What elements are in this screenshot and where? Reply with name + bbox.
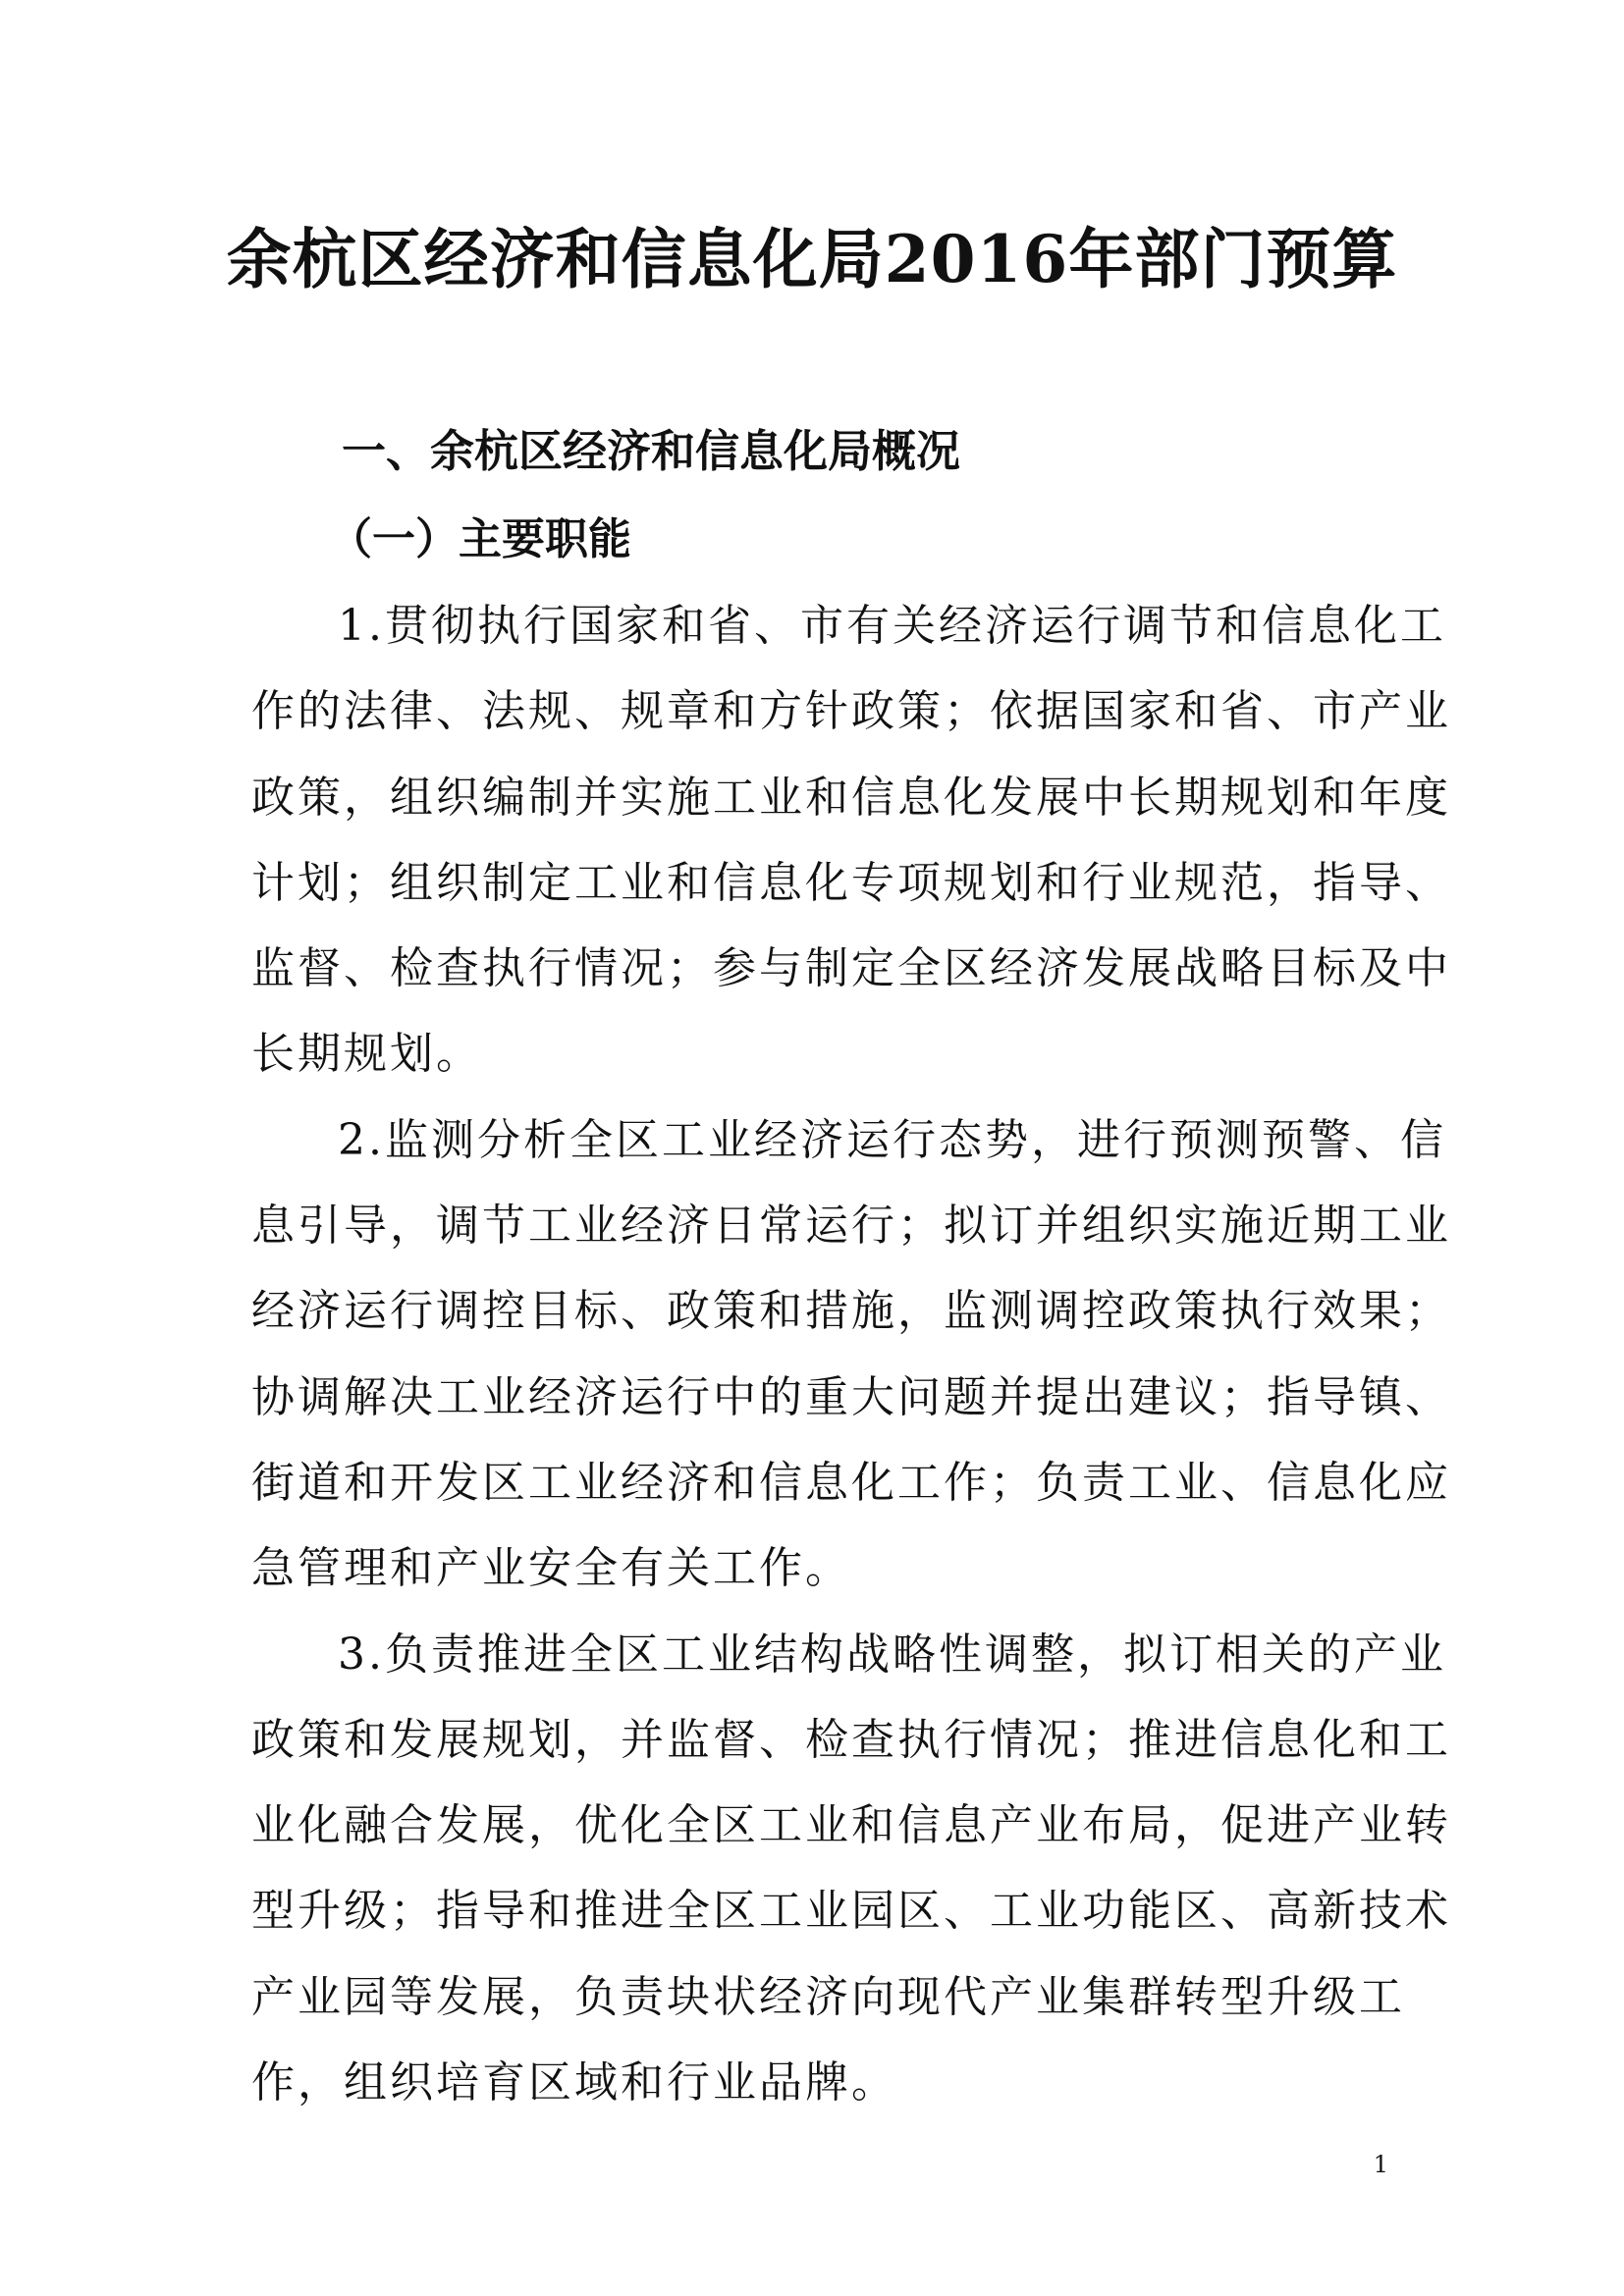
paragraph-line: 3.负责推进全区工业结构战略性调整，拟订相关的产业 [338, 1629, 1446, 1680]
paragraph-line: 街道和开发区工业经济和信息化工作；负责工业、信息化应 [251, 1457, 1451, 1508]
paragraph-line: 长期规划。 [251, 1029, 482, 1080]
section-heading: 一、余杭区经济和信息化局概况 [342, 425, 961, 477]
paragraph-2 [251, 1097, 1451, 1612]
paragraph-line: 政策和发展规划，并监督、检查执行情况；推进信息化和工 [251, 1714, 1451, 1765]
paragraph-line: 急管理和产业安全有关工作。 [251, 1543, 851, 1594]
paragraph-line: 1.贯彻执行国家和省、市有关经济运行调节和信息化工 [338, 601, 1446, 651]
sub-heading: （一）主要职能 [329, 514, 631, 564]
paragraph-line: 监督、检查执行情况；参与制定全区经济发展战略目标及中 [251, 943, 1451, 994]
paragraph-line: 2.监测分析全区工业经济运行态势，进行预测预警、信 [338, 1114, 1446, 1165]
paragraph-line: 业化融合发展，优化全区工业和信息产业布局，促进产业转 [251, 1800, 1451, 1851]
paragraph-line: 息引导，调节工业经济日常运行；拟订并组织实施近期工业 [251, 1201, 1451, 1252]
document-title: 余杭区经济和信息化局2016年部门预算 [226, 221, 1398, 297]
paragraph-1 [251, 583, 1451, 1097]
paragraph-3 [251, 1612, 1451, 2126]
paragraph-line: 政策，组织编制并实施工业和信息化发展中长期规划和年度 [251, 772, 1451, 823]
body-text [251, 583, 1451, 2125]
paragraph-line: 作的法律、法规、规章和方针政策；依据国家和省、市产业 [251, 686, 1451, 737]
paragraph-line: 计划；组织制定工业和信息化专项规划和行业规范，指导、 [251, 857, 1451, 908]
paragraph-line: 型升级；指导和推进全区工业园区、工业功能区、高新技术 [251, 1886, 1451, 1937]
paragraph-line: 产业园等发展，负责块状经济向现代产业集群转型升级工 [251, 1971, 1405, 2022]
paragraph-line: 协调解决工业经济运行中的重大问题并提出建议；指导镇、 [251, 1371, 1451, 1422]
paragraph-line: 经济运行调控目标、政策和措施，监测调控政策执行效果； [251, 1286, 1451, 1337]
paragraph-line: 作，组织培育区域和行业品牌。 [251, 2057, 897, 2109]
page-number: 1 [1373, 2151, 1388, 2178]
